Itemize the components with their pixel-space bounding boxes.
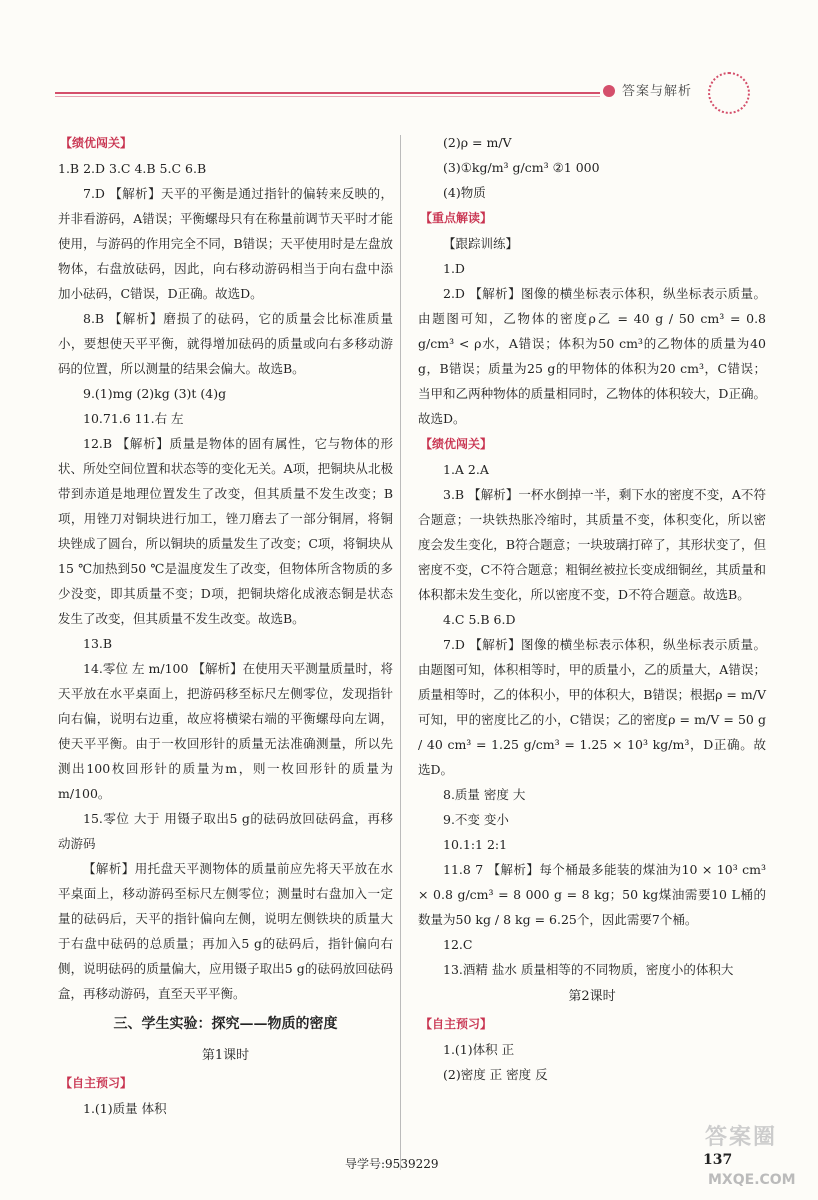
answer-paragraph: 7.D 【解析】图像的横坐标表示体积，纵坐标表示质量。由题图可知，体积相等时，甲的质量小，乙的质量大，A错误；质量相等时，乙的体积小，甲的体积大，B错误；根据ρ = m/V可知，甲的密度比乙的小，C错误；乙的密度ρ = m/V = 50 g / 40 cm³ = 1.25 g/cm³ = 1.25 × 10³ kg/m³，D正确。故选D。	[418, 637, 766, 777]
section-tag: 【自主预习】	[420, 1017, 493, 1031]
answer-line: 12.C	[443, 937, 473, 952]
header-title: 答案与解析	[622, 84, 693, 99]
answer-line: 9.(1)mg (2)kg (3)t (4)g	[83, 386, 227, 401]
answer-line: (2)ρ = m/V	[443, 135, 512, 150]
sub-heading: 【跟踪训练】	[443, 236, 519, 251]
header-rule-thin	[55, 96, 600, 97]
answer-line: 4.C 5.B 6.D	[443, 612, 516, 627]
answer-paragraph: 3.B 【解析】一杯水倒掉一半，剩下水的密度不变，A不符合题意；一块铁热胀冷缩时，其质量不变，体积变化，所以密度会发生变化，B符合题意；一块玻璃打碎了，其形状变了，但密度不变，C不符合题意；粗铜丝被拉长变成细铜丝，其质量和体积都未发生变化，所以密度不变，D不符合题意。故选B。	[418, 487, 766, 602]
section-tag: 【绩优闯关】	[420, 437, 493, 451]
answer-line: 1.D	[443, 261, 465, 276]
answer-line: (2)密度 正 密度 反	[443, 1067, 548, 1082]
answer-line: (4)物质	[443, 185, 486, 200]
answer-line: 1.(1)体积 正	[443, 1042, 515, 1057]
answer-line: 10.1:1 2:1	[443, 837, 508, 852]
answer-paragraph: 12.B 【解析】质量是物体的固有属性，它与物体的形状、所处空间位置和状态等的变化无关。A项，把铜块从北极带到赤道是地理位置发生了改变，但其质量不发生改变；B项，用锉刀对铜块进行加工，锉刀磨去了一部分铜屑，将铜块锉成了圆台，所以铜块的质量发生了改变；C项，将铜块从15 ℃加热到50 ℃是温度发生了改变，但物体所含物质的多少没变，即其质量不变；D项，把铜块熔化成液态铜是状态发生了改变，但其质量不发生改变。故选B。	[58, 436, 393, 626]
lesson-title: 第2课时	[568, 989, 616, 1004]
answer-paragraph: 14.零位 左 m/100 【解析】在使用天平测量质量时，将天平放在水平桌面上，把游码移至标尺左侧零位，发现指针向右偏，说明右边重，故应将横梁右端的平衡螺母向左调，使天平平衡。由于一枚回形针的质量无法准确测量，所以先测出100枚回形针的质量为m，则一枚回形针的质量为m/100。	[58, 661, 393, 801]
watermark-logo: 答案圈	[705, 1125, 778, 1150]
lesson-title: 第1课时	[201, 1048, 250, 1063]
watermark-url: MXQE.COM	[708, 1172, 796, 1188]
right-column	[418, 130, 766, 1087]
header-flower-icon	[708, 72, 750, 114]
answer-line: 8.质量 密度 大	[443, 787, 526, 802]
section-tag: 【重点解读】	[420, 211, 493, 225]
section-title: 三、学生实验：探究——物质的密度	[113, 1016, 338, 1032]
answer-line: (3)①kg/m³ g/cm³ ②1 000	[443, 160, 600, 175]
section-tag: 【自主预习】	[60, 1076, 133, 1090]
answer-line: 1.A 2.A	[443, 462, 489, 477]
answer-paragraph: 8.B 【解析】磨损了的砝码，它的质量会比标准质量小，要想使天平平衡，就得增加砝码的质量或向右多移动游码的位置，所以测量的结果会偏大。故选B。	[58, 311, 393, 376]
guide-number: 导学号:9539229	[345, 1157, 439, 1171]
answer-line: 13.B	[83, 636, 113, 651]
section-tag: 【绩优闯关】	[60, 136, 133, 150]
answer-paragraph: 15.零位 大于 用镊子取出5 g的砝码放回砝码盒，再移动游码	[58, 811, 393, 851]
page-number: 137	[703, 1152, 733, 1168]
answer-paragraph: 11.8 7 【解析】每个桶最多能装的煤油为10 × 10³ cm³ × 0.8 g/cm³ = 8 000 g = 8 kg；50 kg煤油需要10 L桶的数量为50 kg / 8 kg = 6.25个，因此需要7个桶。	[418, 862, 766, 927]
header-dot-icon	[603, 85, 615, 97]
answer-paragraph: 7.D 【解析】天平的平衡是通过指针的偏转来反映的，并非看游码，A错误；平衡螺母只有在称量前调节天平时才能使用，与游码的作用完全不同，B错误；天平使用时是左盘放物体，右盘放砝码，因此，向右移动游码相当于向右盘中添加小砝码，C错误，D正确。故选D。	[58, 186, 393, 301]
answer-line: 9.不变 变小	[443, 812, 509, 827]
answer-line: 10.71.6 11.右 左	[83, 411, 184, 426]
answer-line: 1.(1)质量 体积	[83, 1101, 167, 1116]
column-divider	[400, 135, 401, 1170]
answer-paragraph: 2.D 【解析】图像的横坐标表示体积，纵坐标表示质量。由题图可知，乙物体的密度ρ乙 = 40 g / 50 cm³ = 0.8 g/cm³ < ρ水，A错误；体积为50 cm³的乙物体的质量为40 g，B错误；质量为25 g的甲物体的体积为20 cm³，C错误；当甲和乙两种物体的质量相同时，乙物体的体积较大，D正确。故选D。	[418, 286, 766, 426]
answer-paragraph: 【解析】用托盘天平测物体的质量前应先将天平放在水平桌面上，移动游码至标尺左侧零位；测量时右盘加入一定量的砝码后，天平的指针偏向左侧，说明左侧铁块的质量大于右盘中砝码的总质量；再加入5 g的砝码后，指针偏向右侧，说明砝码的质量偏大，应用镊子取出5 g的砝码放回砝码盒，再移动游码，直至天平平衡。	[58, 861, 393, 1001]
left-column	[58, 130, 393, 1121]
header-rule	[55, 92, 600, 94]
answer-line: 1.B 2.D 3.C 4.B 5.C 6.B	[58, 161, 207, 176]
answer-paragraph: 13.酒精 盐水 质量相等的不同物质，密度小的体积大	[443, 962, 734, 977]
